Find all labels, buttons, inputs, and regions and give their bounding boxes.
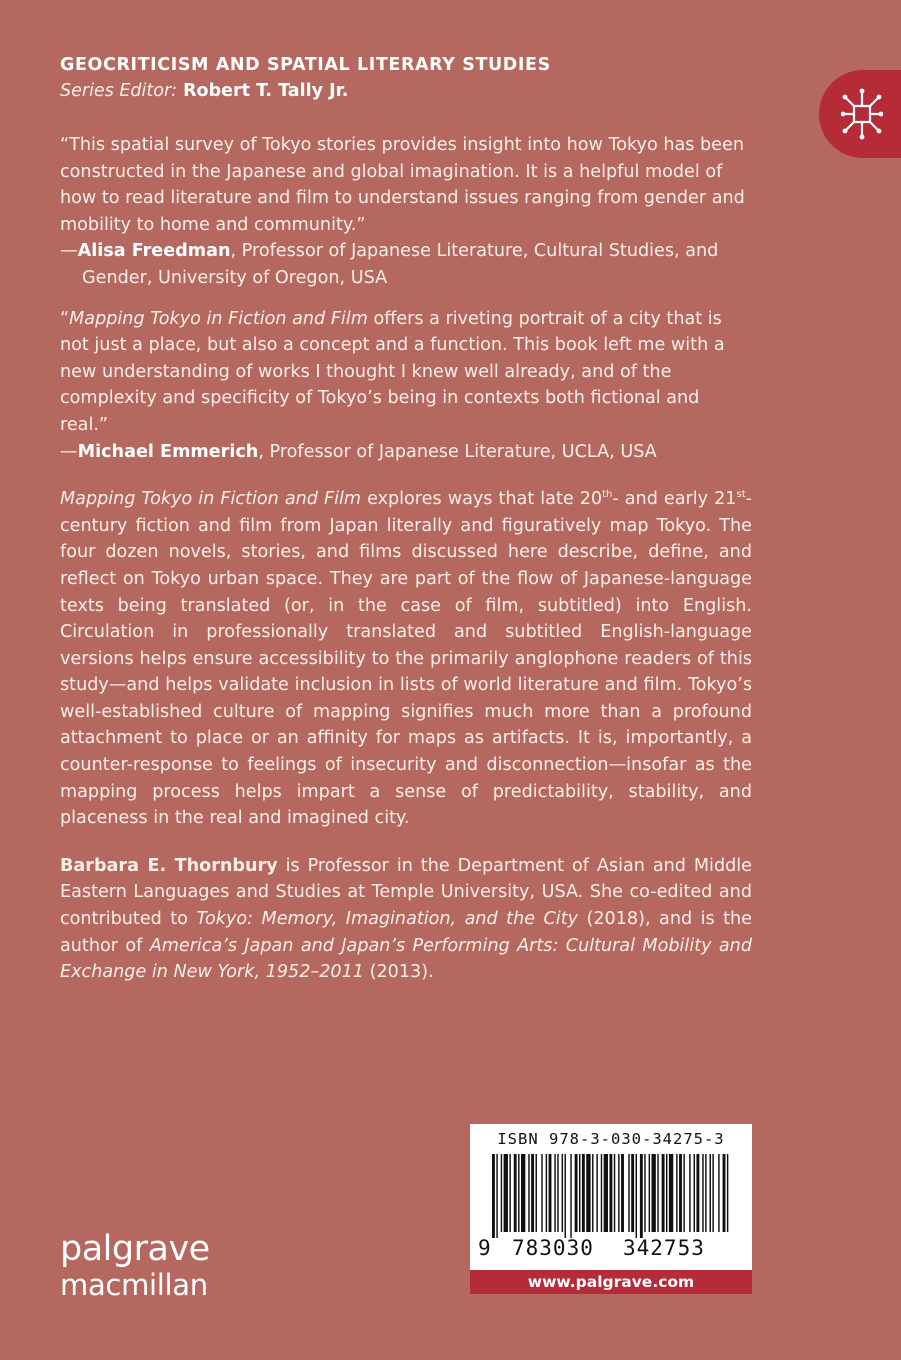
publisher-line-2: macmillan [60,1268,208,1302]
isbn-label: ISBN 978-3-030-34275-3 [497,1130,725,1148]
series-title: GEOCRITICISM AND SPATIAL LITERARY STUDIES [60,55,551,75]
author-bio: Barbara E. Thornbury is Professor in the Department of Asian and Middle Eastern Languages and Studies at Temple University, USA. She co-edited and contributed to Tokyo: Memory, Imagination, and the City (2018), and is the author of America’s Japan and Japan’s Performing Arts: Cultural Mobility and Exchange in New York, 1952–2011 (2013). [60,855,753,983]
series-editor [60,81,348,101]
palgrave-logo-icon [841,88,883,140]
isbn-barcode [470,1124,752,1270]
publisher-logo-tab [819,70,901,158]
blurb-2-book-title: Mapping Tokyo in Fiction and Film [69,308,368,329]
blurb-1-name: Alisa Freedman [77,241,231,262]
description-book-title: Mapping Tokyo in Fiction and Film [60,489,362,510]
blurb-2-attribution: —Michael Emmerich, Professor of Japanese Literature, UCLA, USA [60,441,657,462]
series-editor-name: Robert T. Tally Jr. [183,81,349,101]
author-book-2: America’s Japan and Japan’s Performing Arts: Cultural Mobility and Exchange in New York, 1952–2011 [60,935,753,983]
barcode-digit-first: 9 [478,1236,492,1260]
author-book-1: Tokyo: Memory, Imagination, and the City [196,909,579,930]
back-cover-content [60,132,752,986]
book-description: Mapping Tokyo in Fiction and Film explores ways that late 20th- and early 21st-century fiction and film from Japan literally and figuratively map Tokyo. The four dozen novels, stories, and films discussed here describe, define, and reflect on Tokyo urban space. They are part of the flow of Japanese-language texts being translated (or, in the case of film, subtitled) into English. Circulation in professionally translated and subtitled English-language versions helps ensure accessibility to the primarily anglophone readers of this study—and helps validate inclusion in lists of world literature and film. Tokyo’s well-established culture of mapping signifies much more than a profound attachment to place or an affinity for maps as artifacts. It is, importantly, a counter-response to feelings of insecurity and disconnection—insofar as the mapping process helps impart a sense of predictability, stability, and placeness in the real and imagined city. [60,489,752,829]
series-editor-label: Series Editor: [60,81,178,101]
publisher-wordmark [60,1229,210,1302]
blurb-2-name: Michael Emmerich [77,441,259,462]
barcode-digits-right: 342753 [623,1236,705,1260]
barcode-digits-left: 783030 [512,1236,594,1260]
blurb-2-text: “Mapping Tokyo in Fiction and Film offers a riveting portrait of a city that is not just a place, but also a concept and a function. This book left me with a new understanding of works I thought I knew well already, and of the complexity and specificity of Tokyo’s being in contexts both fictional and real.” [60,308,725,435]
blurb-1-text: “This spatial survey of Tokyo stories provides insight into how Tokyo has been constructed in the Japanese and global imagination. It is a helpful model of how to read literature and film to understand issues ranging from gender and mobility to home and community.” [60,135,745,235]
author-name: Barbara E. Thornbury [60,855,278,876]
publisher-url: www.palgrave.com [470,1270,752,1294]
publisher-line-1: palgrave [60,1229,210,1269]
blurb-1-attribution: —Alisa Freedman, Professor of Japanese Literature, Cultural Studies, and Gender, University of Oregon, USA [60,241,719,288]
barcode-bars [492,1154,730,1238]
